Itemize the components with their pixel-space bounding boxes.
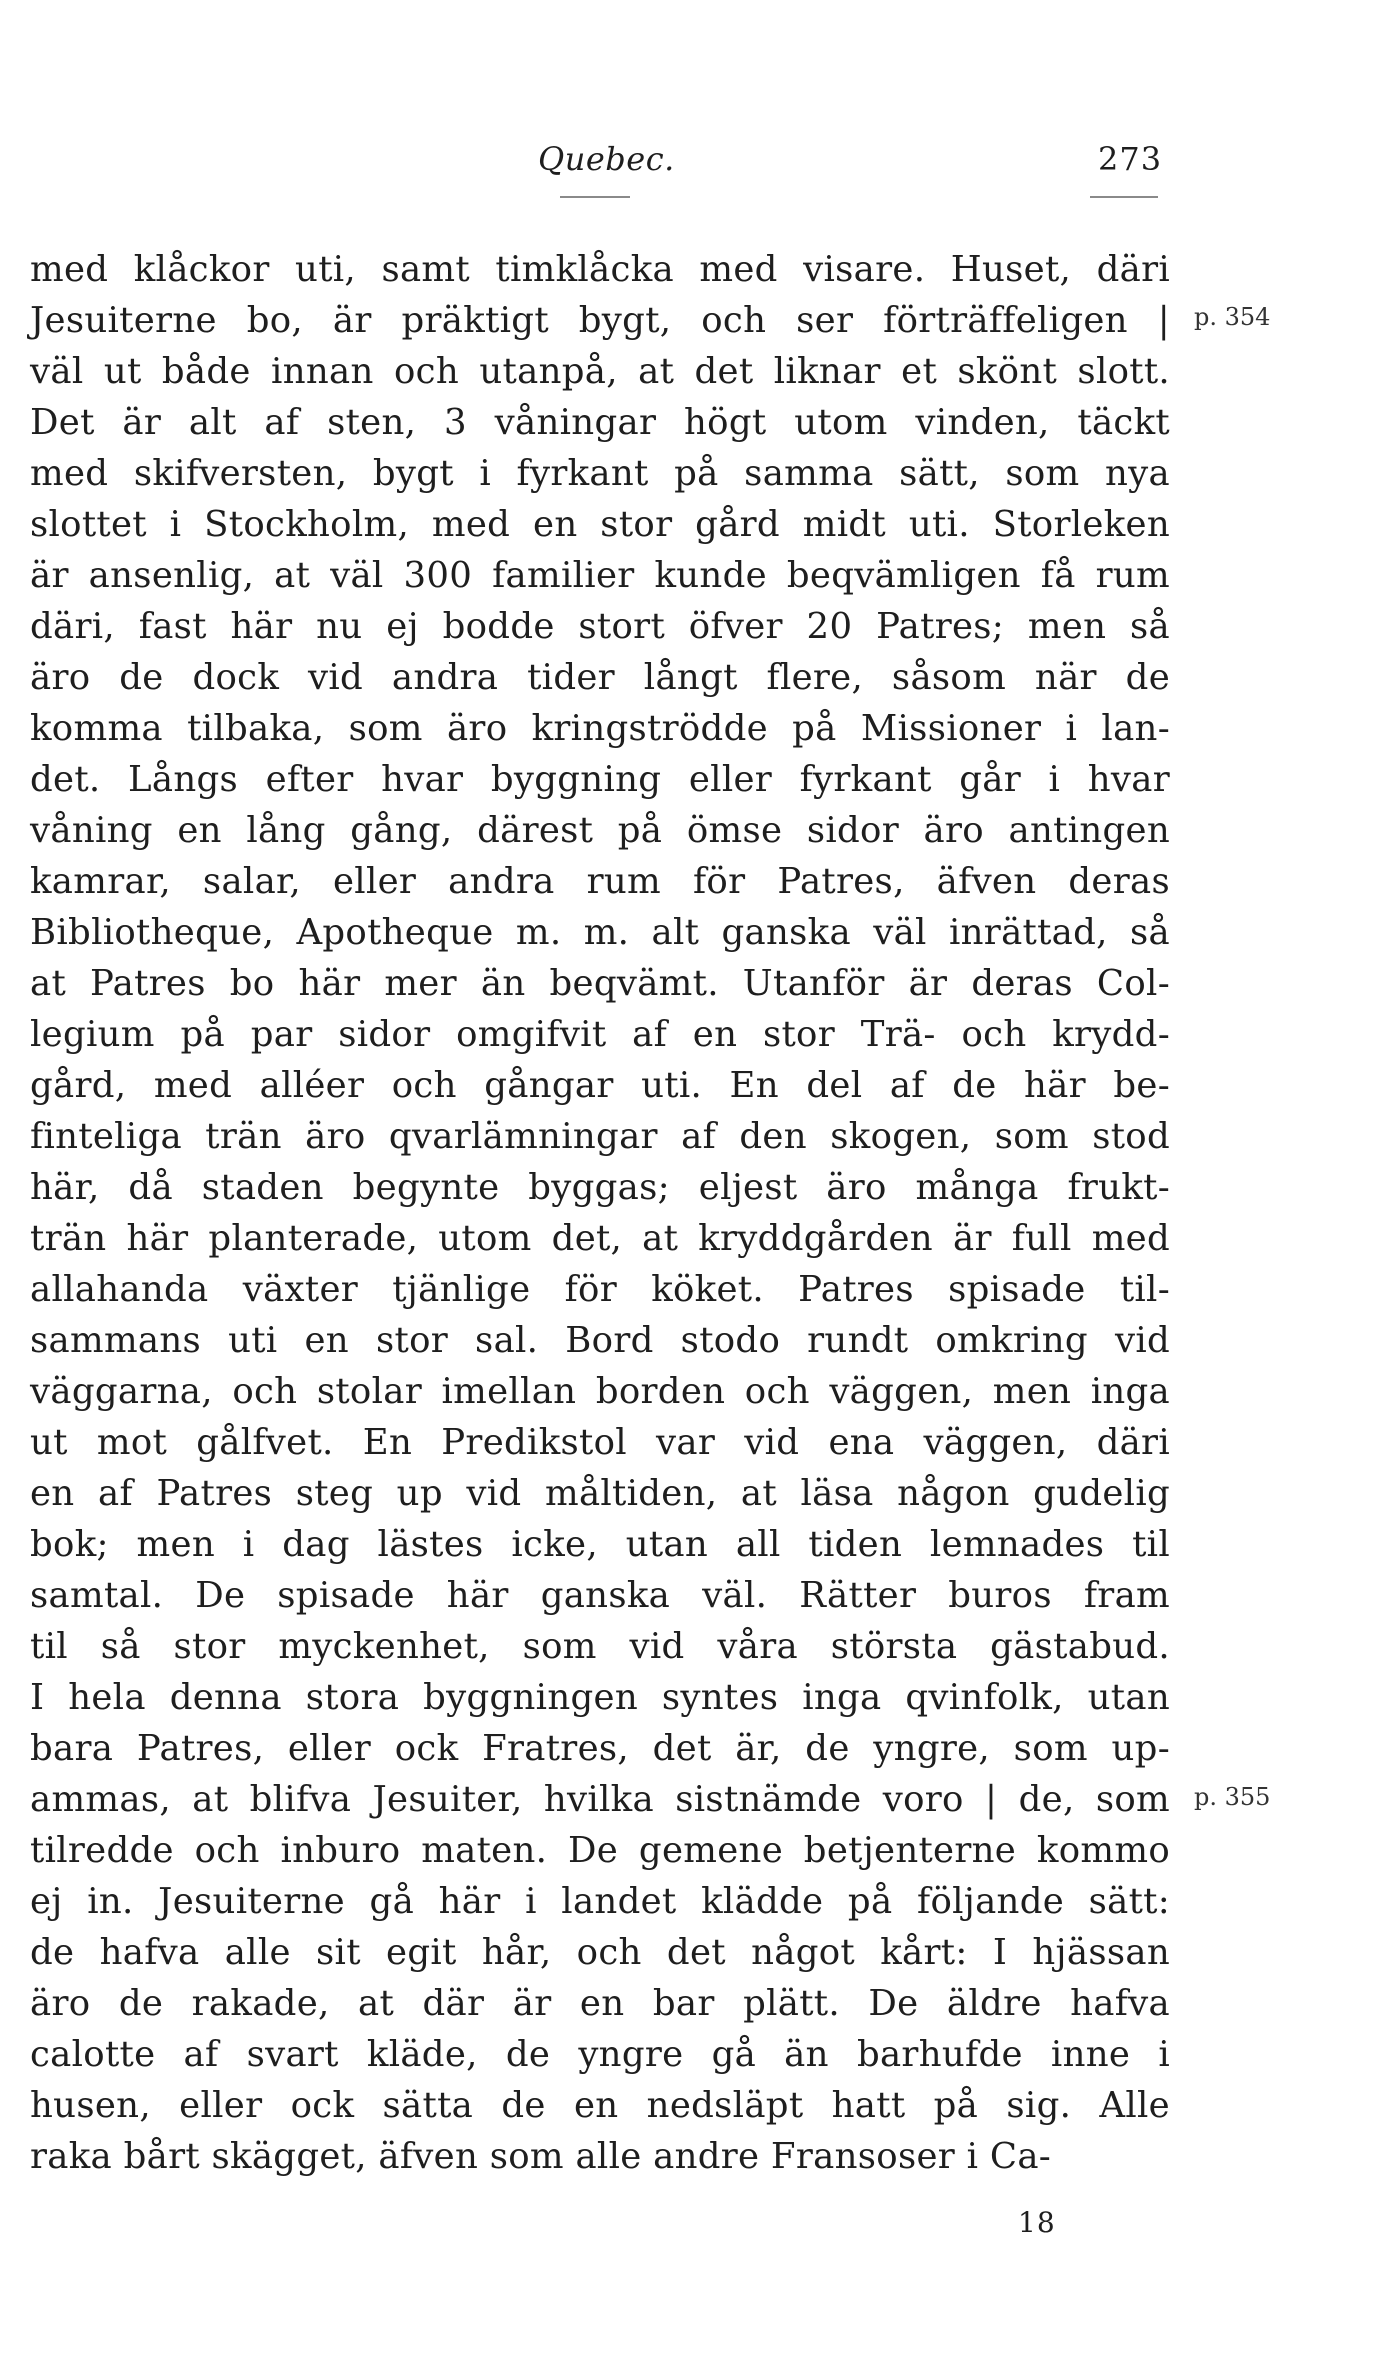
text-line: äro de rakade, at där är en bar plätt. De äldre hafva (30, 1983, 1170, 2024)
text-line: väl ut både innan och utanpå, at det liknar et skönt slott. (30, 351, 1170, 392)
running-head-title: Quebec. (538, 140, 675, 178)
text-line: bok; men i dag lästes icke, utan all tiden lemnades til (30, 1524, 1170, 1565)
header-rule-right (1090, 196, 1158, 198)
text-line: calotte af svart kläde, de yngre gå än barhufde inne i (30, 2034, 1170, 2075)
text-line: Det är alt af sten, 3 våningar högt utom vinden, täckt (30, 402, 1170, 443)
text-line: allahanda växter tjänlige för köket. Patres spisade til- (30, 1269, 1170, 1310)
text-line: husen, eller ock sätta de en nedsläpt hatt på sig. Alle (30, 2085, 1170, 2126)
text-line: det. Långs efter hvar byggning eller fyrkant går i hvar (30, 759, 1170, 800)
text-line: samtal. De spisade här ganska väl. Rätter buros fram (30, 1575, 1170, 1616)
text-line: at Patres bo här mer än beqvämt. Utanför är deras Col- (30, 963, 1170, 1004)
text-line: legium på par sidor omgifvit af en stor Trä- och krydd- (30, 1014, 1170, 1055)
text-line: ut mot gålfvet. En Predikstol var vid ena väggen, däri (30, 1422, 1170, 1463)
text-line: I hela denna stora byggningen syntes inga qvinfolk, utan (30, 1677, 1170, 1718)
text-line: med klåckor uti, samt timklåcka med visare. Huset, däri (30, 249, 1170, 290)
text-line: däri, fast här nu ej bodde stort öfver 20 Patres; men så (30, 606, 1170, 647)
text-line: ammas, at blifva Jesuiter, hvilka sistnämde voro | de, som (30, 1779, 1170, 1820)
margin-page-ref: p. 354 (1194, 303, 1271, 331)
text-line: gård, med alléer och gångar uti. En del af de här be- (30, 1065, 1170, 1106)
text-line: här, då staden begynte byggas; eljest äro många frukt- (30, 1167, 1170, 1208)
text-line: en af Patres steg up vid måltiden, at läsa någon gudelig (30, 1473, 1170, 1514)
text-line: Jesuiterne bo, är präktigt bygt, och ser förträffeligen | (30, 300, 1170, 341)
text-line: äro de dock vid andra tider långt flere, såsom när de (30, 657, 1170, 698)
text-line: finteliga trän äro qvarlämningar af den skogen, som stod (30, 1116, 1170, 1157)
text-line: komma tilbaka, som äro kringströdde på Missioner i lan- (30, 708, 1170, 749)
text-line: tilredde och inburo maten. De gemene betjenterne kommo (30, 1830, 1170, 1871)
text-line: väggarna, och stolar imellan borden och väggen, men inga (30, 1371, 1170, 1412)
text-line: ej in. Jesuiterne gå här i landet klädde på följande sätt: (30, 1881, 1170, 1922)
page-number: 273 (1098, 140, 1163, 178)
header-rule-left (560, 196, 630, 198)
text-line: de hafva alle sit egit hår, och det något kårt: I hjässan (30, 1932, 1170, 1973)
text-line: våning en lång gång, därest på ömse sidor äro antingen (30, 810, 1170, 851)
text-line: kamrar, salar, eller andra rum för Patres, äfven deras (30, 861, 1170, 902)
text-line: är ansenlig, at väl 300 familier kunde beqvämligen få rum (30, 555, 1170, 596)
text-line: sammans uti en stor sal. Bord stodo rundt omkring vid (30, 1320, 1170, 1361)
text-line: med skifversten, bygt i fyrkant på samma sätt, som nya (30, 453, 1170, 494)
text-line: trän här planterade, utom det, at kryddgården är full med (30, 1218, 1170, 1259)
text-line: slottet i Stockholm, med en stor gård midt uti. Storleken (30, 504, 1170, 545)
text-line: bara Patres, eller ock Fratres, det är, de yngre, som up- (30, 1728, 1170, 1769)
signature-mark: 18 (1018, 2206, 1056, 2239)
text-line: til så stor myckenhet, som vid våra största gästabud. (30, 1626, 1170, 1667)
text-line: Bibliotheque, Apotheque m. m. alt ganska väl inrättad, så (30, 912, 1170, 953)
margin-page-ref: p. 355 (1194, 1783, 1271, 1811)
text-line: raka bårt skägget, äfven som alle andre Fransoser i Ca- (30, 2136, 1052, 2177)
